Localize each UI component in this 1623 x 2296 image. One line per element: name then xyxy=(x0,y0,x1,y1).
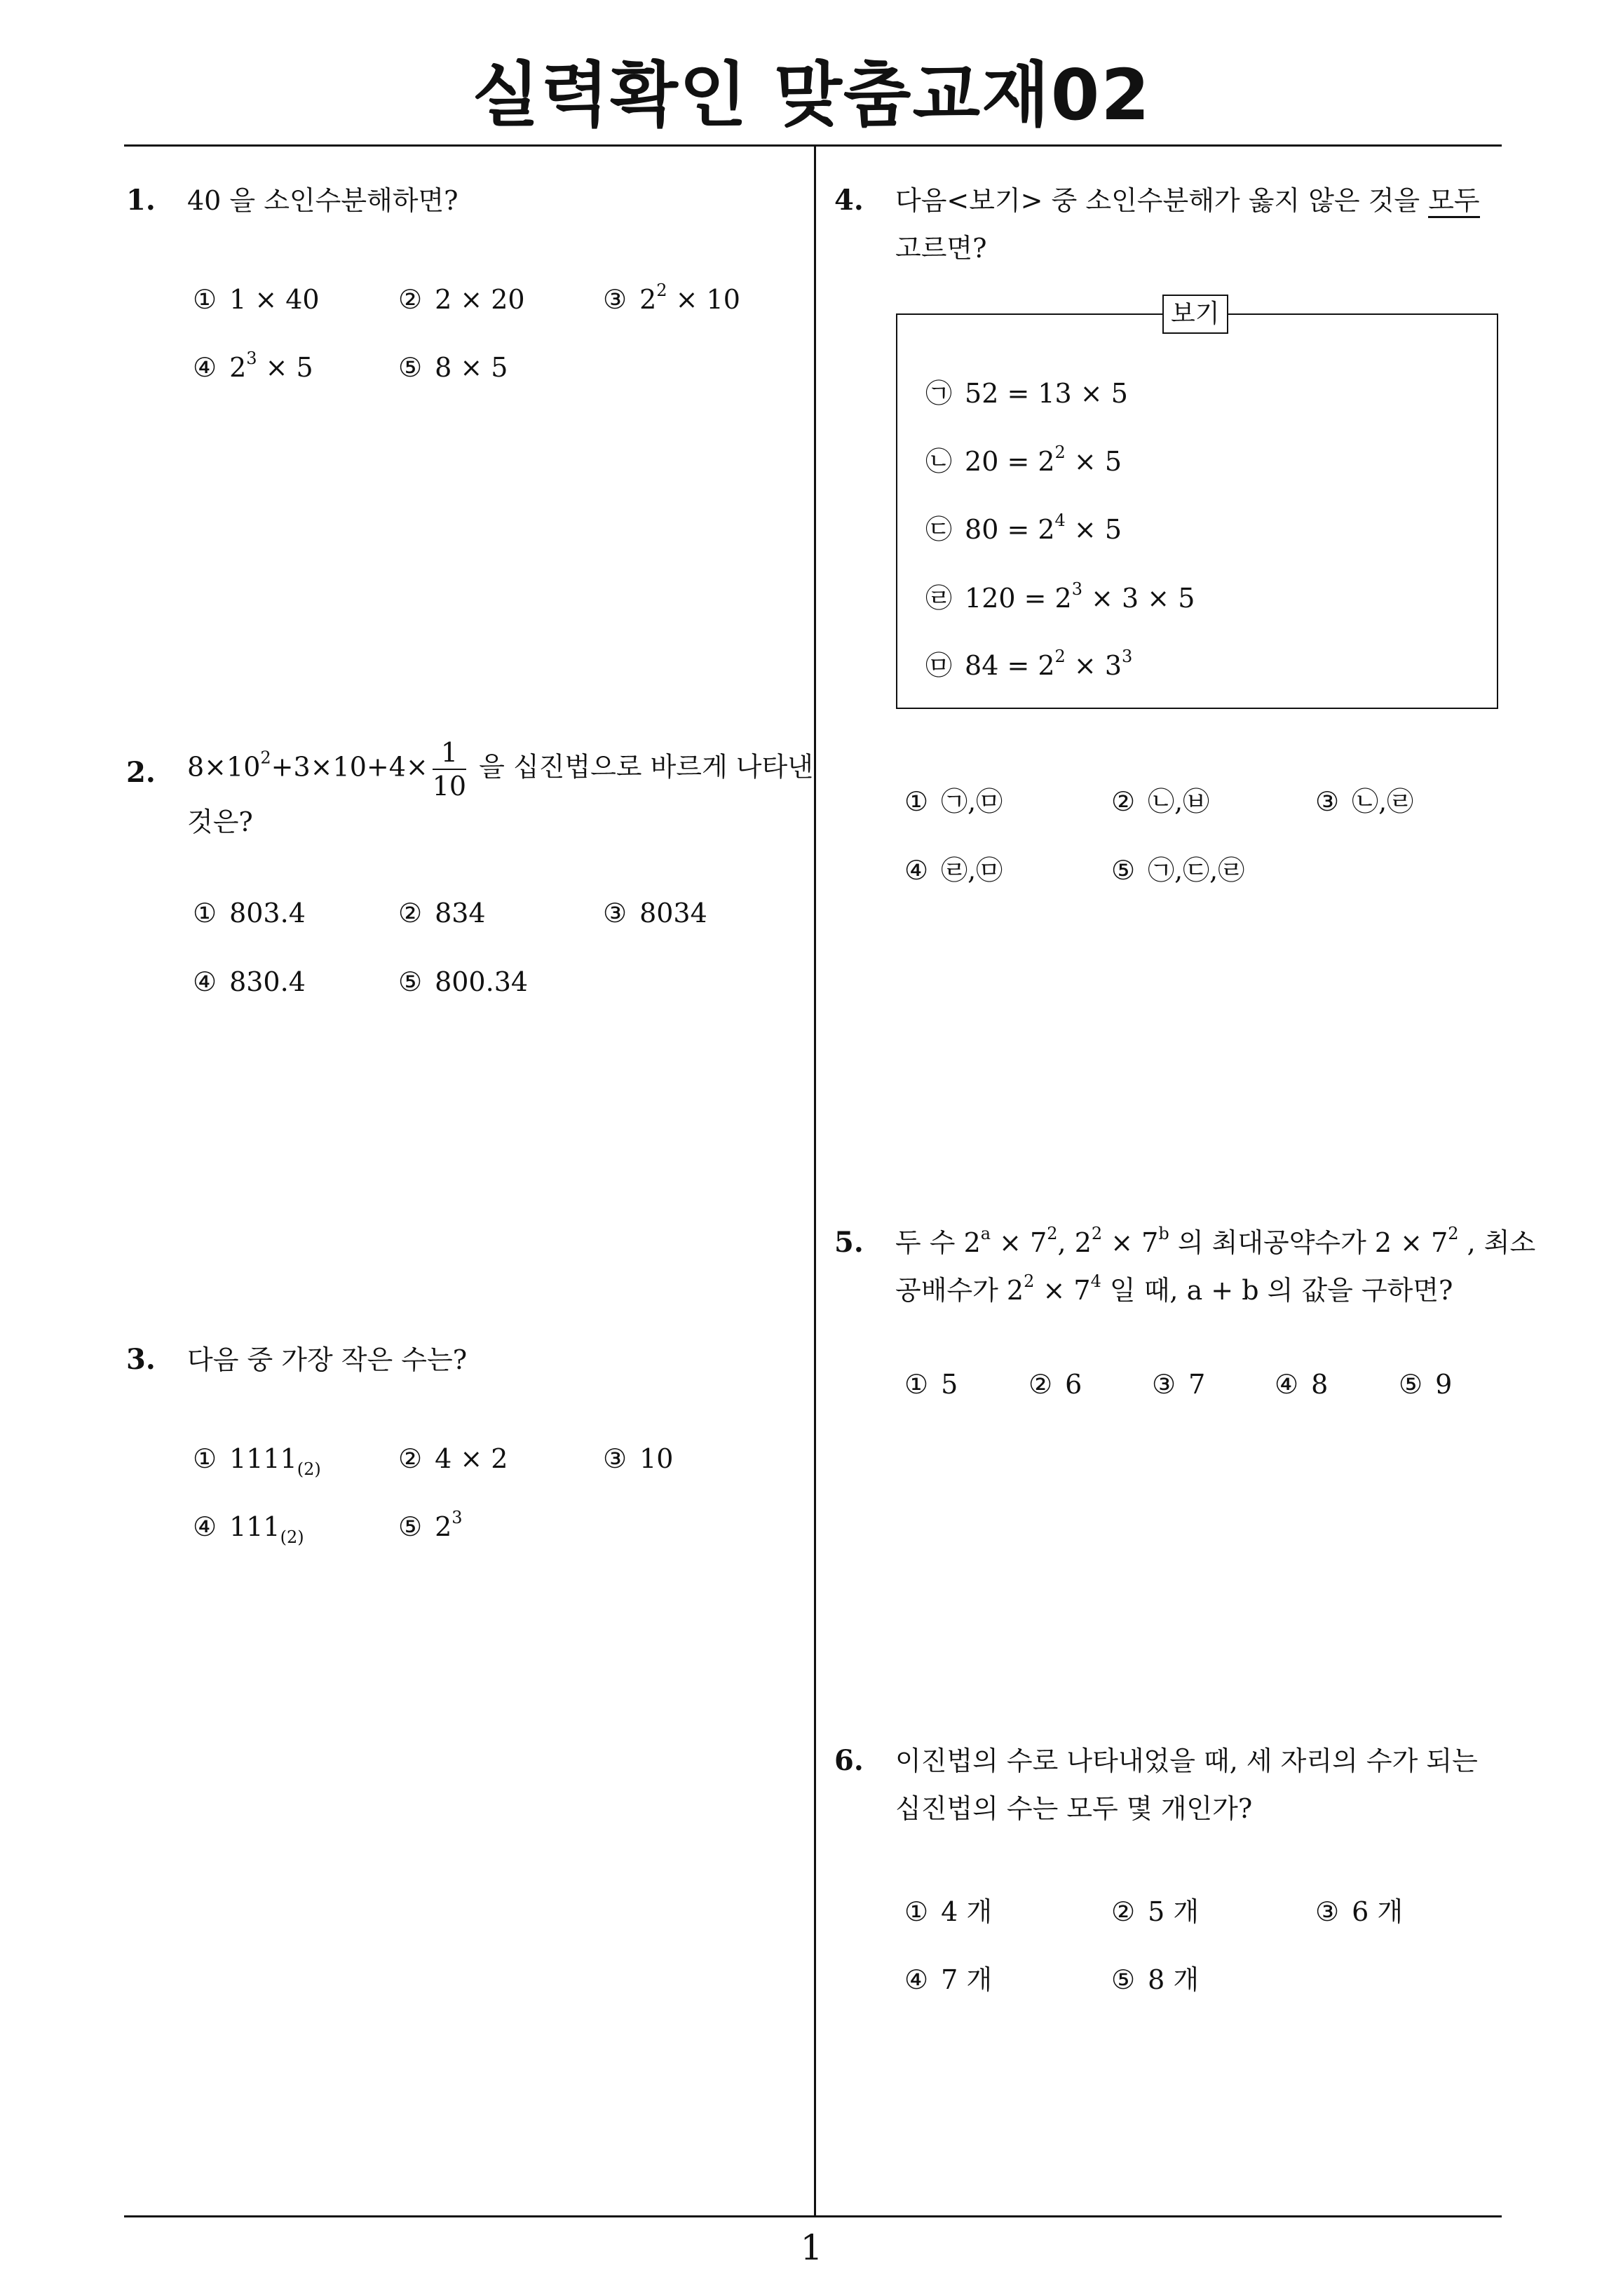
option-text: 1111 xyxy=(229,1443,297,1474)
option-marker: ③ xyxy=(1315,786,1340,817)
fraction-numerator: 1 xyxy=(433,736,466,770)
option-text: 830.4 xyxy=(229,966,306,997)
option-marker: ③ xyxy=(1152,1369,1176,1400)
option-5[interactable] xyxy=(398,966,528,997)
fraction-denominator: 10 xyxy=(432,771,467,802)
option-marker: ④ xyxy=(193,352,217,383)
stem-exponent: b xyxy=(1158,1224,1169,1243)
option-4[interactable] xyxy=(193,1511,304,1547)
option-text: 800.34 xyxy=(435,966,529,997)
option-text: 8 xyxy=(1311,1369,1329,1400)
page-title: 실력확인 맞춤교재02 xyxy=(472,54,1151,136)
option-marker: ② xyxy=(398,1443,423,1474)
option-marker: ④ xyxy=(1275,1369,1299,1400)
option-base: (2) xyxy=(280,1527,304,1547)
fraction xyxy=(433,736,466,802)
option-base: (2) xyxy=(297,1459,321,1479)
option-text: 8034 xyxy=(639,898,707,928)
option-text: ㉣,㉤ xyxy=(941,855,1003,886)
option-3[interactable] xyxy=(1315,780,1413,818)
example-item xyxy=(925,508,1122,546)
stem-line-1: 이진법의 수로 나타내었을 때, 세 자리의 수가 되는 xyxy=(895,1745,1478,1776)
example-text: 84 = 2 xyxy=(965,650,1055,681)
option-text: 8 개 xyxy=(1148,1964,1200,1995)
example-item xyxy=(925,372,1128,410)
option-exponent: 3 xyxy=(246,349,257,368)
stem-text: 공배수가 2 xyxy=(895,1275,1024,1306)
option-5[interactable] xyxy=(1111,849,1244,887)
option-text: 8 × 5 xyxy=(435,352,508,383)
option-text: 4 × 2 xyxy=(435,1443,508,1474)
option-1[interactable] xyxy=(904,1890,992,1929)
option-marker: ④ xyxy=(904,1964,929,1995)
question-number: 1. xyxy=(126,184,156,217)
stem-exponent: 2 xyxy=(1047,1224,1058,1243)
expression-part: 8×10 xyxy=(187,751,261,783)
option-marker: ① xyxy=(904,1369,929,1400)
example-item xyxy=(925,644,1132,682)
option-text: ㉡,㉣ xyxy=(1352,786,1414,817)
option-5[interactable] xyxy=(1399,1369,1452,1400)
stem-line-2: 십진법의 수는 모두 몇 개인가? xyxy=(895,1793,1253,1824)
option-1[interactable] xyxy=(904,780,1003,818)
option-marker: ② xyxy=(398,284,423,315)
stem-exponent: 4 xyxy=(1090,1271,1101,1291)
option-marker: ⑤ xyxy=(1399,1369,1423,1400)
option-marker: ① xyxy=(904,1896,929,1927)
option-text: 1 × 40 xyxy=(229,284,320,315)
option-marker: ⑤ xyxy=(1111,1964,1136,1995)
stem-text: , 2 xyxy=(1057,1227,1092,1258)
option-1[interactable] xyxy=(193,1443,321,1479)
option-text: 2 xyxy=(639,284,657,315)
option-exponent: 2 xyxy=(656,281,667,300)
option-1[interactable] xyxy=(193,898,306,928)
option-text: ㉠,㉢,㉣ xyxy=(1148,855,1245,886)
option-marker: ① xyxy=(193,284,217,315)
option-text: ㉠,㉤ xyxy=(941,786,1003,817)
stem-text: × 7 xyxy=(1034,1275,1091,1306)
option-marker: ① xyxy=(904,786,929,817)
example-item xyxy=(925,576,1195,615)
option-5[interactable] xyxy=(1111,1958,1199,1997)
option-1[interactable] xyxy=(193,284,320,315)
example-exponent: 3 xyxy=(1071,579,1083,599)
option-text: 2 xyxy=(229,352,247,383)
expression-part: +3×10+4× xyxy=(271,751,428,783)
stem-emphasis: 모두 xyxy=(1428,185,1479,218)
option-text: 10 xyxy=(639,1443,674,1474)
option-text: 834 xyxy=(435,898,486,928)
option-marker: ② xyxy=(1111,1896,1136,1927)
option-marker: ① xyxy=(193,1443,217,1474)
option-2[interactable] xyxy=(398,284,525,315)
question-stem: 다음 중 가장 작은 수는? xyxy=(187,1344,468,1375)
stem-exponent: 2 xyxy=(1091,1224,1103,1243)
option-text: 111 xyxy=(229,1511,280,1542)
option-marker: ③ xyxy=(1315,1896,1340,1927)
example-text: 80 = 2 xyxy=(965,514,1055,545)
option-marker: ③ xyxy=(603,284,627,315)
stem-line-2 xyxy=(895,1267,1535,1314)
stem-text: , 최소 xyxy=(1458,1227,1536,1258)
option-text: 6 xyxy=(1065,1369,1082,1400)
example-text: × 3 xyxy=(1065,650,1122,681)
example-text: 120 = 2 xyxy=(965,583,1072,614)
option-2[interactable] xyxy=(398,898,486,928)
stem-text: 을 십진법으로 바르게 나타낸 xyxy=(470,751,813,783)
stem-text: × 7 xyxy=(1102,1227,1159,1258)
stem-line-2: 것은? xyxy=(187,806,253,837)
example-exponent: 4 xyxy=(1054,511,1066,530)
example-item xyxy=(925,440,1122,478)
option-marker: ④ xyxy=(904,855,929,886)
example-text: × 5 xyxy=(1065,446,1122,477)
example-text: × 5 xyxy=(1065,514,1122,545)
option-text: 2 xyxy=(435,1511,452,1542)
option-4[interactable] xyxy=(193,966,306,997)
option-3[interactable] xyxy=(603,281,740,315)
option-2[interactable] xyxy=(1111,780,1209,818)
option-text: 803.4 xyxy=(229,898,306,928)
option-4[interactable] xyxy=(1275,1369,1328,1400)
option-3[interactable] xyxy=(1315,1890,1403,1929)
option-marker: ② xyxy=(1028,1369,1053,1400)
option-marker: ③ xyxy=(603,898,627,928)
option-marker: ③ xyxy=(603,1443,627,1474)
stem-text: 일 때, a + b 의 값을 구하면? xyxy=(1101,1275,1453,1306)
stem-text: 다음<보기> 중 소인수분해가 옳지 않은 것을 xyxy=(895,185,1429,216)
option-text: 2 × 20 xyxy=(435,284,525,315)
example-text: 52 = 13 × 5 xyxy=(965,378,1128,409)
stem-text: 두 수 2 xyxy=(895,1227,981,1258)
option-marker: ⑤ xyxy=(398,1511,423,1542)
question-number: 6. xyxy=(834,1744,864,1777)
stem-exponent: 2 xyxy=(1024,1271,1035,1291)
stem-line-1 xyxy=(895,1219,1535,1267)
stem-exponent: a xyxy=(980,1224,991,1243)
option-text: 9 xyxy=(1435,1369,1453,1400)
question-number: 5. xyxy=(834,1226,864,1259)
option-5[interactable] xyxy=(398,1508,463,1542)
stem-line-2: 고르면? xyxy=(895,233,987,264)
header-rule xyxy=(124,144,1502,147)
option-2[interactable] xyxy=(398,1443,508,1474)
question-stem: 40 을 소인수분해하면? xyxy=(187,185,459,216)
option-text: 7 xyxy=(1188,1369,1206,1400)
option-marker: ④ xyxy=(193,966,217,997)
option-exponent: 3 xyxy=(451,1508,463,1527)
column-divider xyxy=(814,144,816,2215)
option-text: ㉡,㉥ xyxy=(1148,786,1210,817)
example-marker: ㉢ xyxy=(925,514,953,545)
option-marker: ② xyxy=(1111,786,1136,817)
option-text: × 10 xyxy=(667,284,740,315)
option-4[interactable] xyxy=(904,849,1003,887)
example-exponent: 2 xyxy=(1054,647,1066,666)
example-text: × 3 × 5 xyxy=(1082,583,1195,614)
option-2[interactable] xyxy=(1028,1369,1082,1400)
option-text: 5 개 xyxy=(1148,1896,1200,1927)
option-marker: ④ xyxy=(193,1511,217,1542)
page-number: 1 xyxy=(800,2227,823,2268)
example-box-label: 보기 xyxy=(1162,295,1228,334)
stem-exponent: 2 xyxy=(1448,1224,1459,1243)
footer-rule xyxy=(124,2215,1502,2217)
example-text: 20 = 2 xyxy=(965,446,1055,477)
question-number: 3. xyxy=(126,1343,156,1376)
question-stem xyxy=(895,1737,1478,1832)
example-exponent: 3 xyxy=(1122,647,1133,666)
question-stem xyxy=(895,1219,1535,1314)
question-number: 2. xyxy=(126,756,156,789)
option-marker: ⑤ xyxy=(398,352,423,383)
option-4[interactable] xyxy=(193,349,313,383)
option-2[interactable] xyxy=(1111,1890,1199,1929)
stem-text: 의 최대공약수가 2 × 7 xyxy=(1169,1227,1448,1258)
example-exponent: 2 xyxy=(1054,443,1066,462)
option-marker: ⑤ xyxy=(1111,855,1136,886)
option-text: 6 개 xyxy=(1352,1896,1404,1927)
option-text: 4 개 xyxy=(941,1896,993,1927)
expression-exponent: 2 xyxy=(260,748,271,768)
option-1[interactable] xyxy=(904,1369,958,1400)
option-text: 5 xyxy=(941,1369,958,1400)
example-marker: ㉤ xyxy=(925,650,953,681)
stem-line-1 xyxy=(895,177,1480,224)
question-stem xyxy=(187,736,813,846)
option-text: × 5 xyxy=(257,352,313,383)
example-marker: ㉣ xyxy=(925,583,953,614)
option-4[interactable] xyxy=(904,1958,992,1997)
example-marker: ㉡ xyxy=(925,446,953,477)
option-marker: ② xyxy=(398,898,423,928)
option-5[interactable] xyxy=(398,352,508,383)
option-3[interactable] xyxy=(603,898,707,928)
option-3[interactable] xyxy=(1152,1369,1205,1400)
example-marker: ㉠ xyxy=(925,378,953,409)
option-3[interactable] xyxy=(603,1443,673,1474)
option-text: 7 개 xyxy=(941,1964,993,1995)
option-marker: ⑤ xyxy=(398,966,423,997)
stem-line-1 xyxy=(187,736,813,802)
question-number: 4. xyxy=(834,184,864,217)
stem-text: × 7 xyxy=(991,1227,1047,1258)
question-stem xyxy=(895,177,1480,272)
option-marker: ① xyxy=(193,898,217,928)
